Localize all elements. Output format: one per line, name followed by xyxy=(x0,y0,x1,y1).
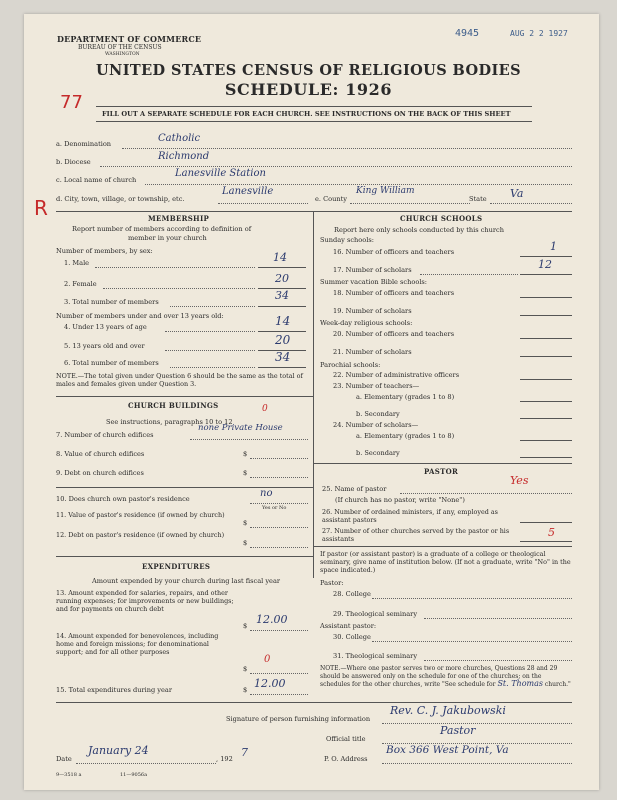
stamp-number: 4945 xyxy=(455,28,480,39)
q19-label: 19. Number of scholars xyxy=(333,307,412,315)
q4-value: 14 xyxy=(275,314,291,328)
assistant-subheading: Assistant pastor: xyxy=(320,622,377,630)
q1-leader xyxy=(95,267,255,268)
q1-value: 14 xyxy=(273,251,287,264)
diocese-label: b. Diocese xyxy=(56,158,91,166)
denomination-label: a. Denomination xyxy=(56,140,112,148)
city-label: d. City, town, village, or township, etc. xyxy=(56,195,185,203)
denomination-line xyxy=(122,148,572,149)
q11-line xyxy=(250,527,308,528)
q13-value: 12.00 xyxy=(256,613,288,626)
q8-line xyxy=(250,458,308,459)
department-heading: DEPARTMENT OF COMMERCE xyxy=(57,34,202,44)
membership-by-age: Number of members under and over 13 years old: xyxy=(56,312,224,320)
buildings-heading: CHURCH BUILDINGS xyxy=(128,401,219,410)
q4-answer-line xyxy=(258,331,306,332)
q3-leader xyxy=(170,306,255,307)
q17-leader xyxy=(420,274,518,275)
q12-dollar: $ xyxy=(243,539,248,547)
form-subtitle: SCHEDULE: 1926 xyxy=(224,80,393,99)
graduate-rule xyxy=(313,546,572,547)
q24-label: 24. Number of scholars— xyxy=(333,421,419,429)
q17-label: 17. Number of scholars xyxy=(333,266,412,274)
q6-value: 34 xyxy=(275,350,291,364)
expenditures-heading: EXPENDITURES xyxy=(142,562,211,571)
q27-answer-line xyxy=(520,541,572,542)
membership-heading: MEMBERSHIP xyxy=(148,214,210,223)
pastor-note-end: church." xyxy=(544,681,571,688)
buildings-intro: See instructions, paragraphs 10 to 12 xyxy=(106,418,233,426)
summer-label: Summer vacation Bible schools: xyxy=(320,278,428,286)
official-title-label: Official title xyxy=(326,735,366,743)
q12-label: 12. Debt on pastor's residence (if owned by church) xyxy=(56,531,225,539)
q31-line xyxy=(424,660,572,661)
q5-value: 20 xyxy=(275,333,291,347)
q7-label: 7. Number of church edifices xyxy=(56,431,154,439)
membership-note: NOTE.—The total given under Question 6 should be the same as the total of males and females given under Question 3. xyxy=(56,372,303,388)
q26-label: 26. Number of ordained ministers, if any, employed as assistant pastors xyxy=(322,508,498,524)
diocese-line xyxy=(100,166,572,167)
q2-leader xyxy=(103,288,255,289)
date-line xyxy=(76,763,216,764)
q13-label: 13. Amount expended for salaries, repairs, and other running expenses; for improvements or new buildings; and for payments on church debt xyxy=(56,589,234,613)
red-mark-number: 77 xyxy=(60,92,83,113)
column-divider xyxy=(313,212,314,578)
q21-answer-line xyxy=(520,356,572,357)
instructions-banner: FILL OUT A SEPARATE SCHEDULE FOR EACH CHURCH. SEE INSTRUCTIONS ON THE BACK OF THIS SHEET xyxy=(102,110,511,118)
schools-intro: Report here only schools conducted by this church xyxy=(334,226,504,234)
bureau-heading: BUREAU OF THE CENSUS xyxy=(78,44,162,51)
q18-answer-line xyxy=(520,297,572,298)
stamp-date: AUG 2 2 1927 xyxy=(510,29,568,38)
q23b-label: b. Secondary xyxy=(356,410,400,418)
weekday-label: Week-day religious schools: xyxy=(320,319,413,327)
q18-label: 18. Number of officers and teachers xyxy=(333,289,455,297)
q4-leader xyxy=(165,331,255,332)
city-value: Lanesville xyxy=(222,186,274,197)
q16-label: 16. Number of officers and teachers xyxy=(333,248,455,256)
q16-answer-line xyxy=(520,256,572,257)
q3-value: 34 xyxy=(275,289,289,302)
red-mark-letter: R xyxy=(34,196,48,220)
date-year-value: 7 xyxy=(241,746,248,759)
q12-line xyxy=(250,547,308,548)
city-heading: WASHINGTON xyxy=(105,52,140,57)
q8-label: 8. Value of church edifices xyxy=(56,450,145,458)
q25-hint: (If church has no pastor, write "None") xyxy=(335,496,465,504)
q11-dollar: $ xyxy=(243,519,248,527)
buildings-inner-rule xyxy=(56,487,313,488)
denomination-value: Catholic xyxy=(158,133,201,144)
church-name-value: Lanesville Station xyxy=(175,168,266,179)
signature-label: Signature of person furnishing information xyxy=(226,715,371,723)
q1-label: 1. Male xyxy=(64,259,90,267)
q9-label: 9. Debt on church edifices xyxy=(56,469,144,477)
instruction-rule-top xyxy=(96,106,532,107)
church-name-label: c. Local name of church xyxy=(56,176,137,184)
section-rule-bottom xyxy=(56,702,572,703)
q23a-answer-line xyxy=(520,401,572,402)
q10-value: no xyxy=(260,488,273,499)
pastor-heading: PASTOR xyxy=(424,467,459,476)
q30-line xyxy=(372,641,572,642)
q5-label: 5. 13 years old and over xyxy=(64,342,145,350)
county-label: e. County xyxy=(315,195,347,203)
q11-label: 11. Value of pastor's residence (if owned by church) xyxy=(56,511,225,519)
q28-line xyxy=(372,598,572,599)
form-code: 11—9056a xyxy=(120,772,148,778)
membership-intro-1: Report number of members according to definition of xyxy=(72,225,252,233)
q2-label: 2. Female xyxy=(64,280,97,288)
q8-dollar: $ xyxy=(243,450,248,458)
q26-answer-line xyxy=(520,522,572,523)
q10-hint: Yes or No xyxy=(262,505,287,511)
county-value: King William xyxy=(356,186,415,196)
state-label: State xyxy=(469,195,487,203)
q10-label: 10. Does church own pastor's residence xyxy=(56,495,190,503)
q14-value: 0 xyxy=(264,654,271,665)
q13-line xyxy=(250,630,308,631)
q1-answer-line xyxy=(258,267,306,268)
q15-line xyxy=(250,694,308,695)
date-year-prefix: , 192 xyxy=(216,755,233,763)
q14-dollar: $ xyxy=(243,665,248,673)
q16-value: 1 xyxy=(550,240,557,253)
membership-by-sex: Number of members, by sex: xyxy=(56,247,153,255)
q3-answer-line xyxy=(258,306,306,307)
county-line xyxy=(350,203,470,204)
q20-answer-line xyxy=(520,338,572,339)
q23b-answer-line xyxy=(520,418,572,419)
church-name-line xyxy=(145,184,572,185)
po-address-value: Box 366 West Point, Va xyxy=(386,744,509,756)
pastor-note-value: St. Thomas xyxy=(497,679,543,688)
signature-value: Rev. C. J. Jakubowski xyxy=(390,704,506,717)
q7-line xyxy=(190,439,308,440)
q9-dollar: $ xyxy=(243,469,248,477)
q3-label: 3. Total number of members xyxy=(64,298,159,306)
section-rule-top xyxy=(56,211,572,212)
q21-label: 21. Number of scholars xyxy=(333,348,412,356)
city-line xyxy=(218,203,308,204)
q9-line xyxy=(250,477,308,478)
q4-label: 4. Under 13 years of age xyxy=(64,323,147,331)
q19-answer-line xyxy=(520,315,572,316)
q24a-answer-line xyxy=(520,440,572,441)
schools-heading: CHURCH SCHOOLS xyxy=(400,214,483,223)
expenditures-rule xyxy=(56,556,313,557)
q13-dollar: $ xyxy=(243,622,248,630)
q23-label: 23. Number of teachers— xyxy=(333,382,420,390)
sunday-label: Sunday schools: xyxy=(320,236,374,244)
q6-label: 6. Total number of members xyxy=(64,359,159,367)
graduate-intro: If pastor (or assistant pastor) is a graduate of a college or theological seminary, give name of institution below. (If not a graduate, write "No" in the space indicated.) xyxy=(320,550,571,574)
q25-label: 25. Name of pastor xyxy=(322,485,387,493)
po-address-line xyxy=(382,763,572,764)
q29-label: 29. Theological seminary xyxy=(333,610,418,618)
q27-value: 5 xyxy=(548,526,555,539)
q24b-answer-line xyxy=(520,457,572,458)
q20-label: 20. Number of officers and teachers xyxy=(333,330,455,338)
q14-label: 14. Amount expended for benevolences, including home and foreign missions; for denominational support; and for all other purposes xyxy=(56,632,219,656)
buildings-rule xyxy=(56,396,313,397)
pastor-note-text: NOTE.—Where one pastor serves two or more churches, Questions 28 and 29 should be answered only on the schedule for one of the churches; on the schedules for the other churches, write "See schedule for xyxy=(320,665,558,688)
q7-value: none Private House xyxy=(198,423,283,433)
pastor-rule xyxy=(313,463,572,464)
q15-dollar: $ xyxy=(243,686,248,694)
q24b-label: b. Secondary xyxy=(356,449,400,457)
q31-label: 31. Theological seminary xyxy=(333,652,418,660)
q22-label: 22. Number of administrative officers xyxy=(333,371,460,379)
q27-label: 27. Number of other churches served by the pastor or his assistants xyxy=(322,527,510,543)
instruction-rule-bottom xyxy=(96,121,532,122)
pastor-subheading: Pastor: xyxy=(320,579,344,587)
parochial-label: Parochial schools: xyxy=(320,361,381,369)
signature-line xyxy=(382,723,572,724)
date-label: Date xyxy=(56,755,72,763)
q25-value: Yes xyxy=(510,474,529,487)
q17-answer-line xyxy=(520,274,572,275)
q2-value: 20 xyxy=(275,272,289,285)
q15-label: 15. Total expenditures during year xyxy=(56,686,172,694)
po-address-label: P. O. Address xyxy=(324,755,368,763)
q7-mark: 0 xyxy=(262,404,268,414)
q15-value: 12.00 xyxy=(254,677,286,690)
date-value: January 24 xyxy=(88,744,149,757)
q25-line xyxy=(400,493,572,494)
membership-intro-2: member in your church xyxy=(128,234,207,242)
q6-leader xyxy=(170,367,255,368)
official-title-value: Pastor xyxy=(440,724,476,737)
q17-value: 12 xyxy=(538,258,552,271)
pastor-note xyxy=(320,665,572,689)
q6-answer-line xyxy=(258,367,306,368)
q5-leader xyxy=(165,350,255,351)
q30-label: 30. College xyxy=(333,633,371,641)
form-number: 9—3518 a xyxy=(56,772,82,778)
q23a-label: a. Elementary (grades 1 to 8) xyxy=(356,393,455,401)
expenditures-intro: Amount expended by your church during last fiscal year xyxy=(92,577,281,585)
q24a-label: a. Elementary (grades 1 to 8) xyxy=(356,432,455,440)
q28-label: 28. College xyxy=(333,590,371,598)
state-value: Va xyxy=(510,187,524,200)
q22-answer-line xyxy=(520,379,572,380)
q29-line xyxy=(424,618,572,619)
form-title: UNITED STATES CENSUS OF RELIGIOUS BODIES xyxy=(96,62,521,79)
q10-line xyxy=(250,503,308,504)
q14-line xyxy=(250,673,308,674)
state-line xyxy=(490,203,572,204)
diocese-value: Richmond xyxy=(158,151,210,162)
